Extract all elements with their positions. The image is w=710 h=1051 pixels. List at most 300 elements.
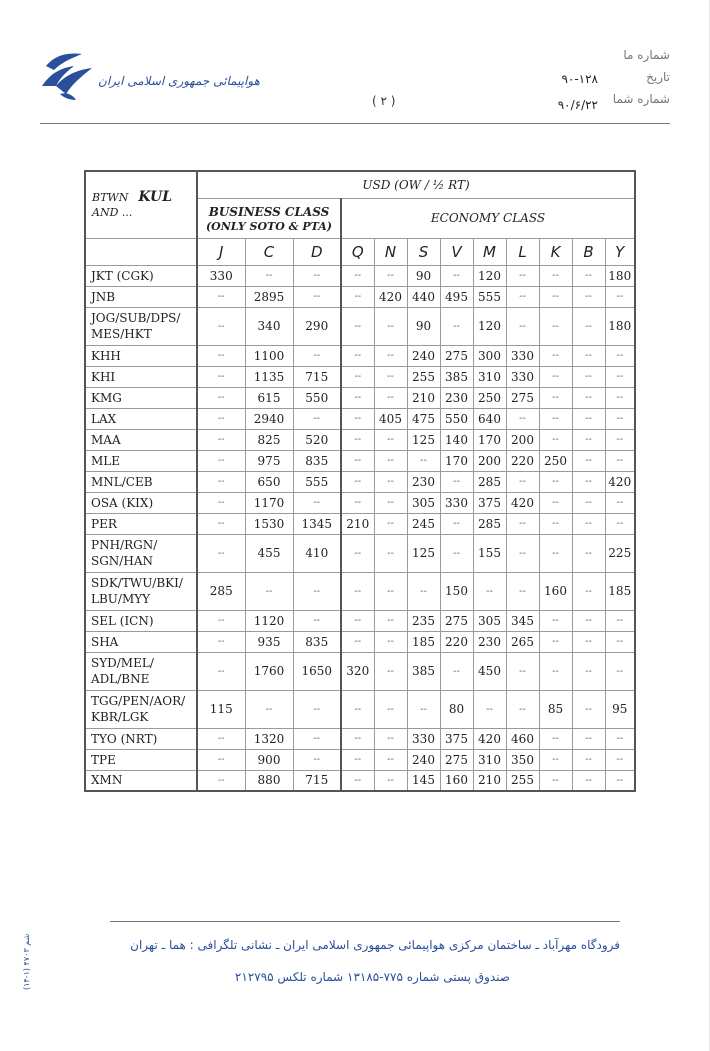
route-cell: KHI — [85, 366, 197, 387]
fare-cell: -- — [506, 307, 539, 345]
fare-cell: 310 — [473, 749, 506, 770]
fare-cell: -- — [197, 652, 245, 690]
fare-cell: 255 — [407, 366, 440, 387]
fare-cell: -- — [572, 345, 605, 366]
fare-cell: 275 — [440, 610, 473, 631]
fare-cell: 275 — [440, 345, 473, 366]
fare-cell: 155 — [473, 534, 506, 572]
fare-cell: -- — [539, 387, 572, 408]
fare-cell: 290 — [293, 307, 341, 345]
table-row — [85, 286, 635, 307]
fare-cell: 330 — [440, 492, 473, 513]
route-cell: JKT (CGK) — [85, 265, 197, 286]
fare-cell: 200 — [473, 450, 506, 471]
fare-cell: 375 — [440, 728, 473, 749]
table-row — [85, 492, 635, 513]
fare-cell: -- — [539, 492, 572, 513]
fare-cell: -- — [197, 366, 245, 387]
fare-cell: 385 — [407, 652, 440, 690]
fare-cell: -- — [605, 492, 635, 513]
route-cell: SHA — [85, 631, 197, 652]
route-cell: TYO (NRT) — [85, 728, 197, 749]
fare-cell: -- — [506, 572, 539, 610]
fare-cell: 220 — [506, 450, 539, 471]
route-cell: MAA — [85, 429, 197, 450]
fare-cell: -- — [572, 610, 605, 631]
class-letter-b: B — [572, 238, 605, 265]
fare-cell: 340 — [245, 307, 293, 345]
table-row — [85, 471, 635, 492]
route-cell: JNB — [85, 286, 197, 307]
fare-cell: -- — [539, 286, 572, 307]
table-row — [85, 770, 635, 791]
fare-cell: -- — [341, 572, 374, 610]
fare-cell: -- — [293, 345, 341, 366]
fare-cell: 125 — [407, 429, 440, 450]
fare-cell: -- — [572, 690, 605, 728]
fare-cell: 1760 — [245, 652, 293, 690]
route-cell: TPE — [85, 749, 197, 770]
fare-cell: -- — [197, 450, 245, 471]
fare-cell: -- — [374, 307, 407, 345]
fare-cell: -- — [197, 286, 245, 307]
fare-cell: -- — [374, 265, 407, 286]
fare-cell: -- — [245, 572, 293, 610]
fare-cell: -- — [539, 610, 572, 631]
table-row — [85, 690, 635, 728]
fare-cell: -- — [605, 728, 635, 749]
btwn-kul-cell — [85, 171, 197, 238]
fare-cell: -- — [341, 450, 374, 471]
fare-cell: -- — [440, 265, 473, 286]
fare-cell: 330 — [197, 265, 245, 286]
fare-cell: -- — [605, 286, 635, 307]
fare-cell: 1170 — [245, 492, 293, 513]
table-row — [85, 408, 635, 429]
fare-cell: 330 — [506, 345, 539, 366]
fare-cell: -- — [341, 492, 374, 513]
fare-cell: 185 — [605, 572, 635, 610]
table-row — [85, 265, 635, 286]
fare-cell: -- — [374, 631, 407, 652]
fare-cell: -- — [341, 471, 374, 492]
fare-cell: -- — [341, 265, 374, 286]
fare-cell: -- — [407, 450, 440, 471]
fare-cell: -- — [197, 429, 245, 450]
fare-cell: -- — [605, 631, 635, 652]
route-cell: TGG/PEN/AOR/ KBR/LGK — [85, 690, 197, 728]
route-cell: SEL (ICN) — [85, 610, 197, 631]
fare-cell: -- — [197, 513, 245, 534]
fare-cell: -- — [245, 265, 293, 286]
table-row — [85, 345, 635, 366]
fare-cell: 80 — [440, 690, 473, 728]
route-cell: PNH/RGN/ SGN/HAN — [85, 534, 197, 572]
fare-cell: -- — [473, 572, 506, 610]
fare-cell: -- — [572, 513, 605, 534]
fare-cell: -- — [197, 471, 245, 492]
fare-cell: -- — [374, 387, 407, 408]
fare-cell: 250 — [473, 387, 506, 408]
fare-cell: -- — [245, 690, 293, 728]
fare-cell: 305 — [473, 610, 506, 631]
business-class-header — [197, 198, 341, 238]
fare-cell: -- — [605, 387, 635, 408]
fare-cell: 715 — [293, 770, 341, 791]
fare-cell: -- — [605, 366, 635, 387]
fare-cell: -- — [572, 429, 605, 450]
fare-cell: -- — [293, 286, 341, 307]
fare-cell: 550 — [440, 408, 473, 429]
fare-cell: 420 — [374, 286, 407, 307]
fare-cell: -- — [341, 690, 374, 728]
fare-cell: 230 — [407, 471, 440, 492]
fare-cell: -- — [605, 610, 635, 631]
fare-cell: -- — [374, 366, 407, 387]
class-letter-m: M — [473, 238, 506, 265]
empty-corner-cell — [85, 238, 197, 265]
fare-cell: 200 — [506, 429, 539, 450]
business-class-note: (ONLY SOTO & PTA) — [205, 219, 333, 233]
fare-cell: -- — [407, 690, 440, 728]
fare-cell: 150 — [440, 572, 473, 610]
fare-cell: -- — [374, 534, 407, 572]
kul-label: KUL — [138, 188, 173, 205]
fare-cell: -- — [539, 749, 572, 770]
fare-cell: -- — [473, 690, 506, 728]
and-label: AND ... — [92, 205, 133, 219]
fare-cell: 550 — [293, 387, 341, 408]
reference-values — [548, 66, 598, 118]
fare-cell: -- — [293, 610, 341, 631]
fare-cell: -- — [539, 770, 572, 791]
fare-cell: 825 — [245, 429, 293, 450]
fare-cell: -- — [572, 631, 605, 652]
fare-cell: -- — [506, 652, 539, 690]
fare-cell: 2895 — [245, 286, 293, 307]
footer-divider — [110, 921, 620, 922]
fare-cell: 160 — [440, 770, 473, 791]
fare-cell: -- — [374, 610, 407, 631]
fare-cell: -- — [374, 749, 407, 770]
economy-class-header: ECONOMY CLASS — [341, 198, 635, 238]
fare-cell: 160 — [539, 572, 572, 610]
fare-cell: -- — [197, 387, 245, 408]
fare-cell: 935 — [245, 631, 293, 652]
table-row — [85, 610, 635, 631]
fare-cell: 1650 — [293, 652, 341, 690]
fare-cell: -- — [293, 749, 341, 770]
fare-cell: 120 — [473, 307, 506, 345]
table-row — [85, 534, 635, 572]
fare-body — [85, 265, 635, 791]
fare-cell: -- — [374, 728, 407, 749]
fare-cell: -- — [293, 265, 341, 286]
class-letter-y: Y — [605, 238, 635, 265]
fare-cell: -- — [341, 366, 374, 387]
fare-cell: 410 — [293, 534, 341, 572]
fare-cell: 330 — [407, 728, 440, 749]
fare-cell: 555 — [473, 286, 506, 307]
business-class-label: BUSINESS CLASS — [208, 204, 330, 219]
fare-cell: -- — [539, 652, 572, 690]
homa-logo-icon — [36, 46, 98, 104]
fare-cell: -- — [440, 471, 473, 492]
fare-cell: -- — [341, 286, 374, 307]
fare-cell: -- — [572, 749, 605, 770]
table-row — [85, 387, 635, 408]
fare-cell: -- — [572, 770, 605, 791]
fare-cell: 555 — [293, 471, 341, 492]
fare-cell: -- — [440, 534, 473, 572]
form-code: (۱۴-۱) ۴۷۰۳ شم — [22, 933, 31, 990]
class-letter-k: K — [539, 238, 572, 265]
fare-cell: 210 — [407, 387, 440, 408]
fare-cell: -- — [374, 471, 407, 492]
fare-cell: 650 — [245, 471, 293, 492]
fare-cell: -- — [440, 652, 473, 690]
fare-cell: 1320 — [245, 728, 293, 749]
fare-cell: -- — [197, 631, 245, 652]
fare-cell: -- — [341, 387, 374, 408]
fare-cell: -- — [572, 366, 605, 387]
fare-cell: -- — [539, 345, 572, 366]
fare-cell: 405 — [374, 408, 407, 429]
fare-cell: 1345 — [293, 513, 341, 534]
fare-cell: 495 — [440, 286, 473, 307]
class-letter-c: C — [245, 238, 293, 265]
fare-cell: -- — [539, 471, 572, 492]
class-letter-q: Q — [341, 238, 374, 265]
class-letter-v: V — [440, 238, 473, 265]
fare-cell: 310 — [473, 366, 506, 387]
fare-cell: 1530 — [245, 513, 293, 534]
date-value: ۹۰/۶/۲۲ — [557, 98, 598, 112]
fare-cell: 305 — [407, 492, 440, 513]
fare-cell: 345 — [506, 610, 539, 631]
fare-cell: -- — [539, 728, 572, 749]
table-row — [85, 749, 635, 770]
fare-cell: -- — [341, 534, 374, 572]
footer-address: فرودگاه مهرآباد ـ ساختمان مرکزی هواپیمائی جمهوری اسلامی ایران ـ نشانی تلگرافی : هما ـ تهران — [130, 938, 620, 952]
fare-cell: -- — [572, 728, 605, 749]
fare-cell: -- — [506, 286, 539, 307]
fare-cell: 275 — [440, 749, 473, 770]
fare-cell: -- — [341, 307, 374, 345]
fare-cell: 145 — [407, 770, 440, 791]
fare-cell: -- — [374, 770, 407, 791]
reference-labels — [613, 44, 670, 110]
fare-cell: -- — [341, 429, 374, 450]
fare-cell: -- — [572, 572, 605, 610]
fare-cell: 320 — [341, 652, 374, 690]
fare-cell: -- — [197, 728, 245, 749]
fare-cell: 285 — [197, 572, 245, 610]
fare-cell: -- — [572, 471, 605, 492]
fare-cell: 835 — [293, 450, 341, 471]
fare-cell: 250 — [539, 450, 572, 471]
btwn-label: BTWN — [92, 190, 129, 204]
fare-cell: -- — [374, 513, 407, 534]
class-letter-n: N — [374, 238, 407, 265]
fare-cell: -- — [197, 492, 245, 513]
table-row — [85, 572, 635, 610]
fare-cell: 210 — [473, 770, 506, 791]
fare-cell: 975 — [245, 450, 293, 471]
fare-cell: -- — [539, 408, 572, 429]
fare-cell: -- — [197, 749, 245, 770]
table-row — [85, 307, 635, 345]
route-cell: KHH — [85, 345, 197, 366]
fare-cell: 460 — [506, 728, 539, 749]
fare-cell: -- — [506, 408, 539, 429]
fare-cell: -- — [572, 307, 605, 345]
fare-cell: -- — [572, 492, 605, 513]
fare-cell: -- — [605, 408, 635, 429]
fare-cell: 455 — [245, 534, 293, 572]
fare-cell: 120 — [473, 265, 506, 286]
fare-cell: -- — [197, 534, 245, 572]
fare-cell: 140 — [440, 429, 473, 450]
fare-cell: 900 — [245, 749, 293, 770]
route-cell: MNL/CEB — [85, 471, 197, 492]
fare-cell: 185 — [407, 631, 440, 652]
fare-cell: -- — [374, 450, 407, 471]
fare-cell: -- — [341, 728, 374, 749]
fare-cell: -- — [374, 492, 407, 513]
fare-cell: 90 — [407, 265, 440, 286]
fare-cell: 285 — [473, 513, 506, 534]
class-letters-row — [85, 238, 635, 265]
fare-cell: 1135 — [245, 366, 293, 387]
fare-cell: 375 — [473, 492, 506, 513]
fare-cell: -- — [539, 307, 572, 345]
fare-cell: 520 — [293, 429, 341, 450]
fare-cell: -- — [440, 513, 473, 534]
currency-header: USD (OW / ½ RT) — [197, 171, 635, 198]
fare-cell: -- — [374, 429, 407, 450]
route-cell: LAX — [85, 408, 197, 429]
fare-cell: 420 — [473, 728, 506, 749]
fare-cell: -- — [572, 408, 605, 429]
fare-cell: -- — [539, 513, 572, 534]
fare-cell: 275 — [506, 387, 539, 408]
fare-cell: 255 — [506, 770, 539, 791]
fare-cell: 880 — [245, 770, 293, 791]
fare-cell: 230 — [473, 631, 506, 652]
fare-cell: -- — [440, 307, 473, 345]
fare-cell: -- — [341, 631, 374, 652]
route-cell: KMG — [85, 387, 197, 408]
fare-cell: 615 — [245, 387, 293, 408]
table-row — [85, 728, 635, 749]
fare-cell: 1100 — [245, 345, 293, 366]
table-row — [85, 631, 635, 652]
fare-cell: -- — [293, 408, 341, 429]
fare-cell: -- — [341, 408, 374, 429]
fare-cell: 1120 — [245, 610, 293, 631]
fare-cell: -- — [506, 513, 539, 534]
fare-cell: 85 — [539, 690, 572, 728]
fare-cell: -- — [605, 345, 635, 366]
class-letter-l: L — [506, 238, 539, 265]
fare-cell: 420 — [506, 492, 539, 513]
fare-cell: 2940 — [245, 408, 293, 429]
fare-cell: -- — [605, 429, 635, 450]
fare-cell: -- — [197, 345, 245, 366]
fare-cell: 115 — [197, 690, 245, 728]
fare-cell: -- — [605, 652, 635, 690]
fare-cell: 245 — [407, 513, 440, 534]
fare-cell: -- — [374, 652, 407, 690]
fare-cell: 180 — [605, 265, 635, 286]
fare-cell: 475 — [407, 408, 440, 429]
fare-cell: -- — [341, 610, 374, 631]
fare-cell: -- — [293, 572, 341, 610]
fare-cell: 265 — [506, 631, 539, 652]
fare-cell: 235 — [407, 610, 440, 631]
route-cell: OSA (KIX) — [85, 492, 197, 513]
logo-text: هواپیمائی جمهوری اسلامی ایران — [98, 74, 260, 88]
fare-cell: -- — [341, 770, 374, 791]
route-cell: SDK/TWU/BKI/ LBU/MYY — [85, 572, 197, 610]
table-row — [85, 450, 635, 471]
fare-cell: -- — [293, 728, 341, 749]
route-cell: XMN — [85, 770, 197, 791]
fare-cell: -- — [605, 513, 635, 534]
fare-cell: -- — [572, 387, 605, 408]
fare-cell: 210 — [341, 513, 374, 534]
fare-cell: 125 — [407, 534, 440, 572]
fare-cell: 640 — [473, 408, 506, 429]
fare-cell: 170 — [440, 450, 473, 471]
fare-cell: 420 — [605, 471, 635, 492]
fare-cell: -- — [605, 749, 635, 770]
fare-cell: 220 — [440, 631, 473, 652]
fare-cell: -- — [197, 770, 245, 791]
table-row — [85, 513, 635, 534]
route-cell: SYD/MEL/ ADL/BNE — [85, 652, 197, 690]
fare-cell: -- — [572, 450, 605, 471]
class-letter-s: S — [407, 238, 440, 265]
fare-cell: -- — [407, 572, 440, 610]
table-row — [85, 366, 635, 387]
fare-cell: 440 — [407, 286, 440, 307]
fare-cell: -- — [572, 652, 605, 690]
label-your-number: شماره شما — [612, 92, 670, 106]
label-date: تاریخ — [646, 70, 670, 84]
fare-cell: -- — [293, 492, 341, 513]
page-number: ( ۲ ) — [372, 94, 396, 108]
route-cell: PER — [85, 513, 197, 534]
header-divider — [40, 123, 670, 124]
fare-cell: 240 — [407, 345, 440, 366]
fare-cell: -- — [605, 770, 635, 791]
fare-cell: 95 — [605, 690, 635, 728]
fare-cell: 240 — [407, 749, 440, 770]
fare-cell: -- — [539, 534, 572, 572]
fare-cell: -- — [539, 265, 572, 286]
fare-cell: -- — [374, 572, 407, 610]
fare-cell: -- — [374, 345, 407, 366]
fare-cell: -- — [197, 610, 245, 631]
fare-cell: 350 — [506, 749, 539, 770]
currency-header-row — [85, 171, 635, 198]
table-row — [85, 652, 635, 690]
fare-cell: -- — [374, 690, 407, 728]
fare-cell: 300 — [473, 345, 506, 366]
fare-cell: -- — [506, 471, 539, 492]
